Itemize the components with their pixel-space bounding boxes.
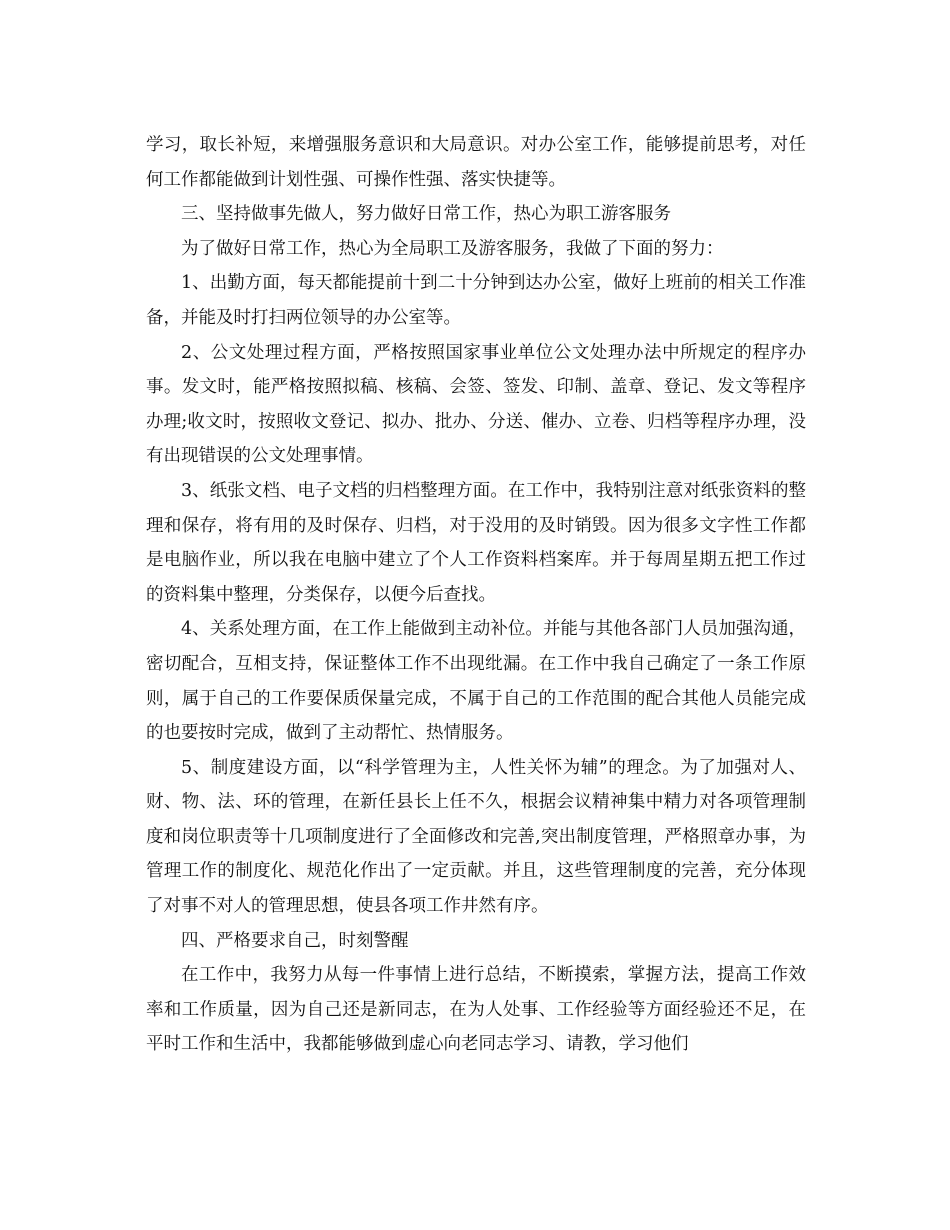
paragraph-item-1: 1、出勤方面，每天都能提前十到二十分钟到达办公室，做好上班前的相关工作准备，并能及时打扫两位领导的办公室等。	[146, 273, 806, 328]
paragraph-item-3: 3、纸张文档、电子文档的归档整理方面。在工作中，我特别注意对纸张资料的整理和保存，将有用的及时保存、归档，对于没用的及时销毁。因为很多文字性工作都是电脑作业，所以我在电脑中建立了个人工作资料档案库。并于每周星期五把工作过的资料集中整理，分类保存，以便今后查找。	[146, 480, 806, 605]
paragraph-continuation: 学习，取长补短，来增强服务意识和大局意识。对办公室工作，能够提前思考，对任何工作都能做到计划性强、可操作性强、落实快捷等。	[146, 135, 806, 190]
paragraph-closing: 在工作中，我努力从每一件事情上进行总结，不断摸索，掌握方法，提高工作效率和工作质量，因为自己还是新同志，在为人处事、工作经验等方面经验还不足，在平时工作和生活中，我都能够做到虚心向老同志学习、请教，学习他们	[146, 965, 806, 1055]
paragraph-intro: 为了做好日常工作，热心为全局职工及游客服务，我做了下面的努力：	[181, 238, 724, 259]
paragraph-item-5: 5、制度建设方面，以“科学管理为主，人性关怀为辅”的理念。为了加强对人、财、物、法、环的管理，在新任县长上任不久，根据会议精神集中精力对各项管理制度和岗位职责等十几项制度进行了全面修改和完善,突出制度管理，严格照章办事，为管理工作的制度化、规范化作出了一定贡献。并且，这些管理制度的完善，充分体现了对事不对人的管理思想，使县各项工作井然有序。	[146, 757, 806, 917]
paragraph-item-4: 4、关系处理方面，在工作上能做到主动补位。并能与其他各部门人员加强沟通，密切配合，互相支持，保证整体工作不出现纰漏。在工作中我自己确定了一条工作原则，属于自己的工作要保质保量完成，不属于自己的工作范围的配合其他人员能完成的也要按时完成，做到了主动帮忙、热情服务。	[146, 619, 806, 744]
section-heading-three: 三、坚持做事先做人，努力做好日常工作，热心为职工游客服务	[181, 204, 671, 225]
paragraph-item-2: 2、公文处理过程方面，严格按照国家事业单位公文处理办法中所规定的程序办事。发文时，能严格按照拟稿、核稿、会签、签发、印制、盖章、登记、发文等程序办理;收文时，按照收文登记、拟办、批办、分送、催办、立卷、归档等程序办理，没有出现错误的公文处理事情。	[146, 342, 806, 467]
document-body	[146, 128, 806, 1062]
section-heading-four: 四、严格要求自己，时刻警醒	[181, 930, 409, 951]
